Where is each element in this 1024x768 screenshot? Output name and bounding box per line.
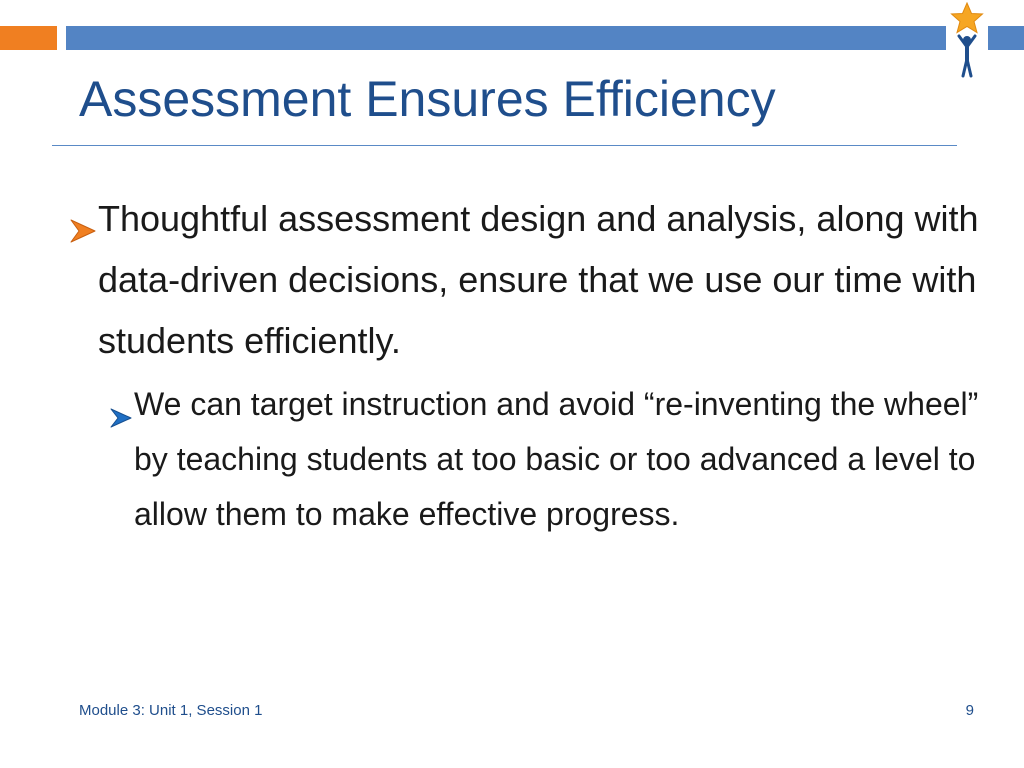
slide-title: Assessment Ensures Efficiency	[79, 71, 776, 127]
footer-module-label: Module 3: Unit 1, Session 1	[79, 702, 263, 719]
blue-header-bar	[66, 26, 946, 50]
slide-number: 9	[965, 702, 974, 719]
bullet-text: Thoughtful assessment design and analysis, along with data-driven decisions, ensure that we use our time with students efficiently.	[98, 198, 979, 361]
bullet-text: We can target instruction and avoid “re-inventing the wheel” by teaching students at too basic or too advanced a level to allow them to make effective progress.	[134, 386, 979, 532]
slide-content	[60, 188, 980, 542]
title-divider	[52, 145, 957, 146]
bullet-level-1	[60, 188, 980, 371]
blue-header-bar-right	[988, 26, 1024, 50]
bullet-level-2	[60, 377, 980, 542]
orange-header-bar	[0, 26, 57, 50]
arrow-bullet-icon	[68, 202, 98, 263]
star-person-logo-icon	[946, 2, 988, 80]
arrow-bullet-icon	[108, 392, 134, 447]
